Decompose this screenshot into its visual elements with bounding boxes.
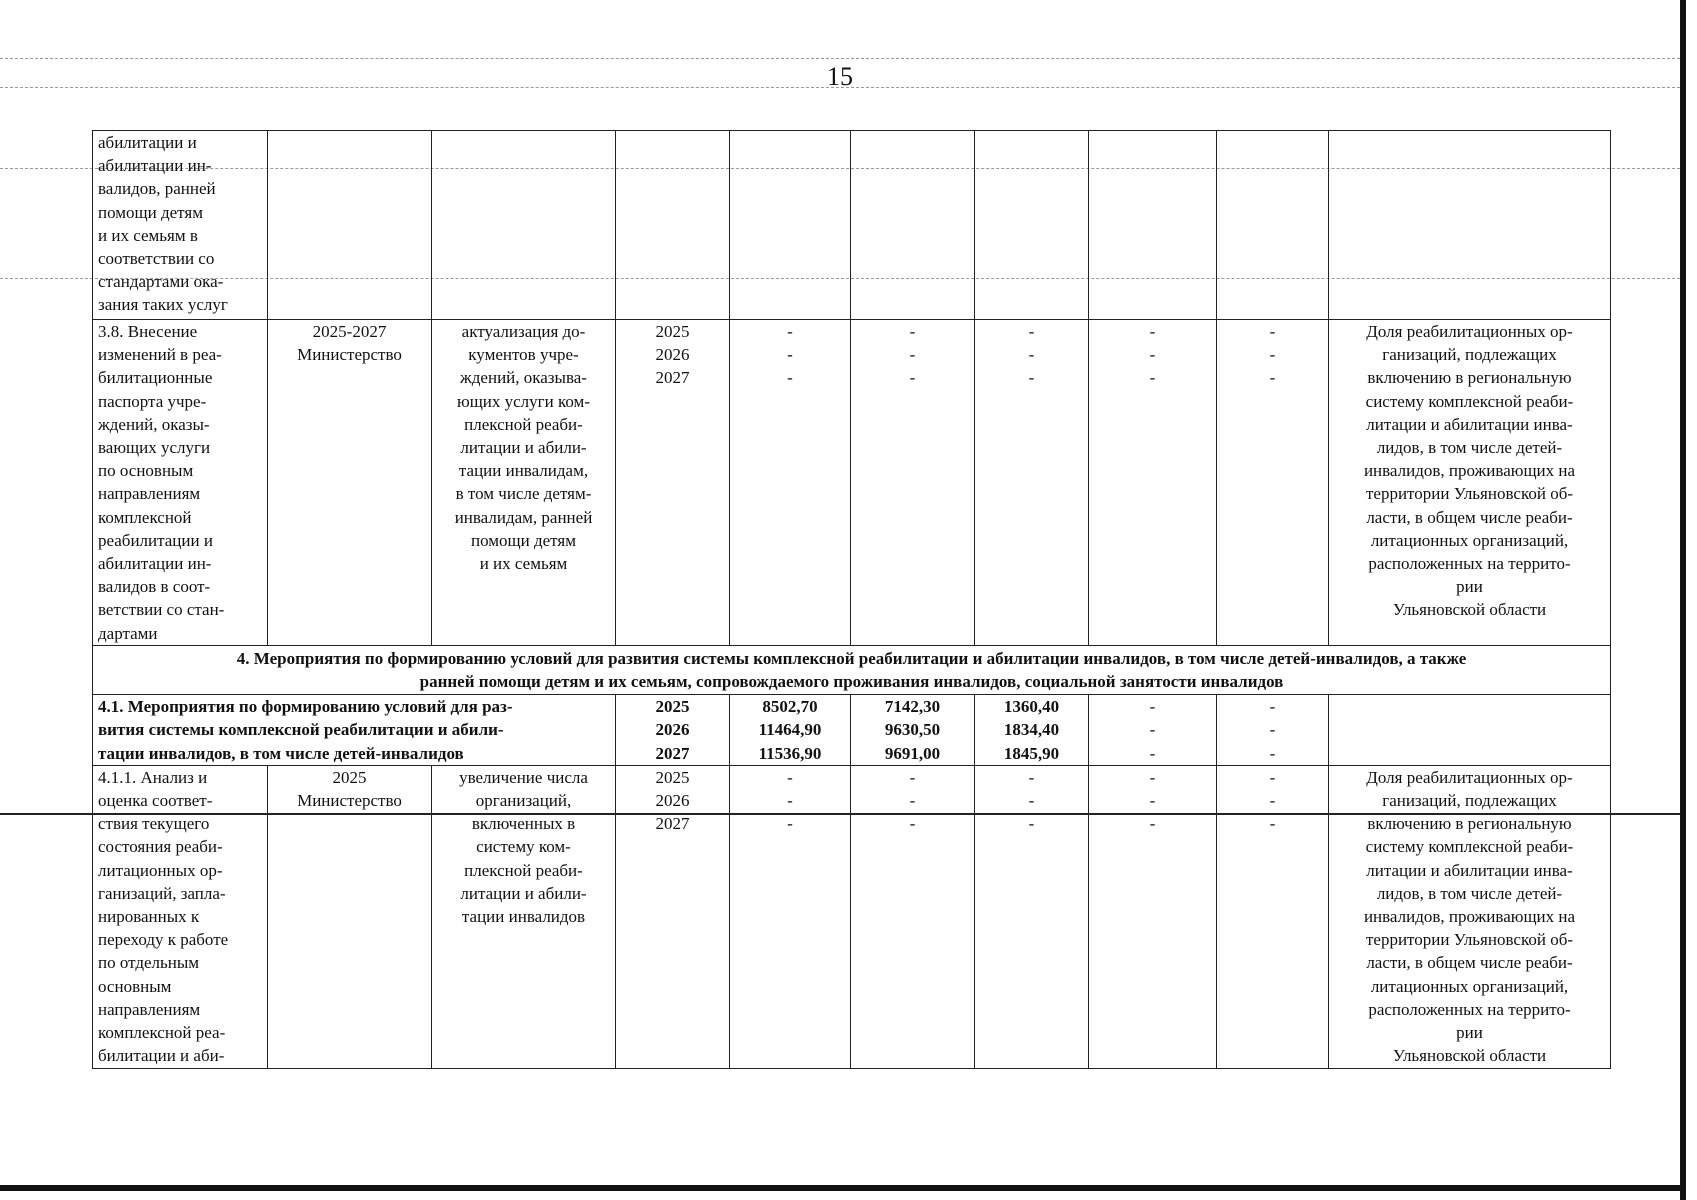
- funding-source-cell: [1217, 131, 1329, 320]
- funding-source-cell: - - -: [975, 320, 1089, 646]
- funding-total-cell: - - -: [730, 765, 851, 1068]
- expected-result-cell: актуализация до- кументов учре- ждений, оказыва- ющих услуги ком- плексной реаби- литации и абили- тации инвалидам, в том числе детям- инвалидам, ранней помощи детям и их семьям: [432, 320, 616, 646]
- funding-source-cell: - - -: [1217, 320, 1329, 646]
- term-executor-cell: 2025-2027 Министерство: [268, 320, 432, 646]
- page-edge-right: [1680, 0, 1686, 1200]
- scan-artifact-line: [0, 58, 1680, 59]
- funding-source-cell: 7142,30 9630,50 9691,00: [851, 695, 975, 766]
- funding-source-cell: - - -: [1089, 765, 1217, 1068]
- expected-result-cell: [432, 131, 616, 320]
- years-cell: 2025 2026 2027: [616, 695, 730, 766]
- funding-source-cell: [851, 131, 975, 320]
- table-row: [93, 320, 1611, 646]
- funding-source-cell: - - -: [851, 320, 975, 646]
- funding-source-cell: - - -: [1217, 765, 1329, 1068]
- section-heading-row: [93, 645, 1611, 694]
- activity-name-cell: абилитации и абилитации ин- валидов, ранней помощи детям и их семьям в соответствии со стандартами ока- зания таких услуг: [93, 131, 268, 320]
- section-heading: 4. Мероприятия по формированию условий для развития системы комплексной реабилитации и абилитации инвалидов, в том числе детей-инвалидов, а также ранней помощи детям и их семьям, сопровождаемого проживания инвалидов, социальной занятости инвалидов: [93, 645, 1611, 694]
- page-edge-bottom: [0, 1185, 1686, 1191]
- funding-source-cell: - - -: [1089, 320, 1217, 646]
- term-executor-cell: [268, 131, 432, 320]
- table-row: [93, 765, 1611, 1068]
- indicator-cell: [1329, 131, 1611, 320]
- table-row: [93, 695, 1611, 766]
- indicator-cell: Доля реабилитационных ор- ганизаций, подлежащих включению в региональную систему комплексной реаби- литации и абилитации инва- лидов, в том числе детей- инвалидов, проживающих на территории Ульяновской об- ласти, в общем числе реаби- литационных организаций, расположенных на террито- рии Ульяновской области: [1329, 765, 1611, 1068]
- funding-source-cell: 1360,40 1834,40 1845,90: [975, 695, 1089, 766]
- page-number: 15: [827, 62, 853, 91]
- term-executor-cell: 2025 Министерство: [268, 765, 432, 1068]
- activity-group-name-cell: 4.1. Мероприятия по формированию условий для раз- вития системы комплексной реабилитации и абили- тации инвалидов, в том числе детей-инвалидов: [93, 695, 616, 766]
- years-cell: 2025 2026 2027: [616, 320, 730, 646]
- indicator-cell: [1329, 695, 1611, 766]
- funding-source-cell: - - -: [1217, 695, 1329, 766]
- table-row: [93, 131, 1611, 320]
- funding-source-cell: [1089, 131, 1217, 320]
- years-cell: [616, 131, 730, 320]
- indicator-cell: Доля реабилитационных ор- ганизаций, подлежащих включению в региональную систему комплексной реаби- литации и абилитации инва- лидов, в том числе детей- инвалидов, проживающих на территории Ульяновской об- ласти, в общем числе реаби- литационных организаций, расположенных на террито- рии Ульяновской области: [1329, 320, 1611, 646]
- funding-source-cell: [975, 131, 1089, 320]
- funding-source-cell: - - -: [1089, 695, 1217, 766]
- funding-total-cell: 8502,70 11464,90 11536,90: [730, 695, 851, 766]
- funding-total-cell: - - -: [730, 320, 851, 646]
- funding-source-cell: - - -: [975, 765, 1089, 1068]
- activity-name-cell: 3.8. Внесение изменений в реа- билитационные паспорта учре- ждений, оказы- вающих услуги по основным направлениям комплексной реабилитации и абилитации ин- валидов в соот- ветствии со стан- дартами: [93, 320, 268, 646]
- activity-name-cell: 4.1.1. Анализ и оценка соответ- ствия текущего состояния реаби- литационных ор- ганизаций, запла- нированных к переходу к работе по отдельным основным направлениям комплексной реа- билитации и аби-: [93, 765, 268, 1068]
- funding-source-cell: - - -: [851, 765, 975, 1068]
- expected-result-cell: увеличение числа организаций, включенных в систему ком- плексной реаби- литации и абили- тации инвалидов: [432, 765, 616, 1068]
- program-activities-table: [92, 130, 1611, 1069]
- funding-total-cell: [730, 131, 851, 320]
- years-cell: 2025 2026 2027: [616, 765, 730, 1068]
